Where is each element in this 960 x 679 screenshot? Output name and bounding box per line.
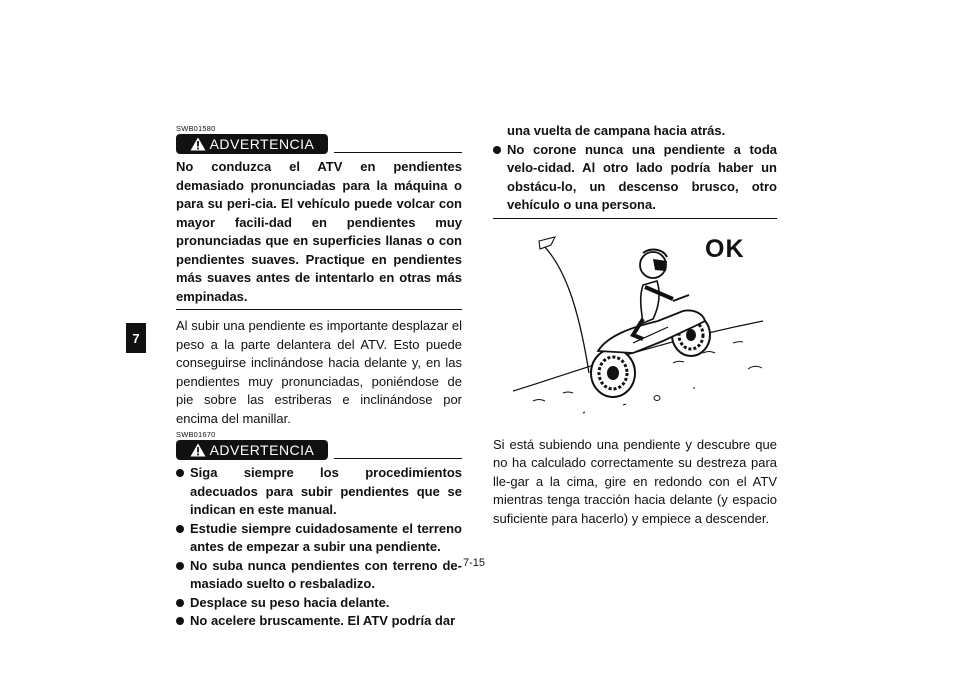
list-item: Siga siempre los procedimientos adecuados para subir pendientes que se indican en este manual.	[176, 464, 462, 520]
warning-bullets-2	[176, 464, 462, 631]
list-item: No corone nunca una pendiente a toda velo-cidad. Al otro lado podría haber un obstácu-lo, un descenso brusco, otro vehículo o una persona.	[493, 141, 777, 215]
warning-label-2: ADVERTENCIA	[209, 442, 315, 458]
warning-rule-top-2	[334, 458, 462, 459]
bullet-icon	[176, 525, 184, 533]
list-item: No acelere bruscamente. El ATV podría dar	[176, 612, 462, 631]
list-item: No suba nunca pendientes con terreno de-masiado suelto o resbaladizo.	[176, 557, 462, 594]
warning-badge-2	[176, 440, 328, 460]
warning-text-1: No conduzca el ATV en pendientes demasiado pronunciadas para la máquina o para su peri-cia. El vehículo puede volcar con mayor facili-dad en pendientes muy pronunciadas que en superficies llanas o con pendientes suaves. Practique en pendientes más suaves antes de intentarlo en otras más empinadas.	[176, 159, 462, 304]
body-paragraph-2: Si está subiendo una pendiente y descubre que no ha calculado correctamente su destreza para lle-gar a la cima, gire en redondo con el ATV mientras tenga tracción hacia delante (y espacio suficiente para hacerlo) y empiece a descender.	[493, 436, 777, 526]
left-column	[176, 124, 462, 631]
warning-bullets-2-continued	[493, 122, 777, 215]
warning-header-2	[176, 440, 462, 460]
warning-triangle-icon	[190, 443, 206, 457]
ok-label: OK	[705, 234, 745, 263]
warning-code-1: SWB01580	[176, 124, 216, 133]
list-item: Estudie siempre cuidadosamente el terreno antes de empezar a subir una pendiente.	[176, 520, 462, 557]
right-column	[493, 122, 777, 528]
warning-rule-bottom-2	[493, 218, 777, 219]
bullet-icon	[176, 562, 184, 570]
warning-rule-bottom-1	[176, 309, 462, 310]
body-paragraph-1: Al subir una pendiente es importante desplazar el peso a la parte delantera del ATV. Esto puede conseguirse inclinándose hacia delante y, en las pendientes muy pronunciadas, poniéndose de pie sobre las estriberas e inclinándose por encima del manillar.	[176, 318, 462, 426]
warning-code-2: SWB01670	[176, 430, 216, 439]
bullet-icon	[493, 146, 501, 154]
atv-uphill-illustration	[493, 223, 777, 428]
warning-badge-1	[176, 134, 328, 154]
bullet-icon	[176, 599, 184, 607]
chapter-tab	[126, 323, 146, 353]
warning-label-1: ADVERTENCIA	[209, 136, 315, 152]
page-number: 7-15	[463, 557, 486, 569]
list-item: Desplace su peso hacia delante.	[176, 594, 462, 613]
list-item-continuation: una vuelta de campana hacia atrás.	[507, 123, 726, 138]
chapter-tab-number: 7	[132, 330, 140, 346]
warning-header-1	[176, 134, 462, 154]
bullet-icon	[176, 469, 184, 477]
bullet-icon	[176, 617, 184, 625]
warning-triangle-icon	[190, 137, 206, 151]
warning-rule-top-1	[334, 152, 462, 153]
